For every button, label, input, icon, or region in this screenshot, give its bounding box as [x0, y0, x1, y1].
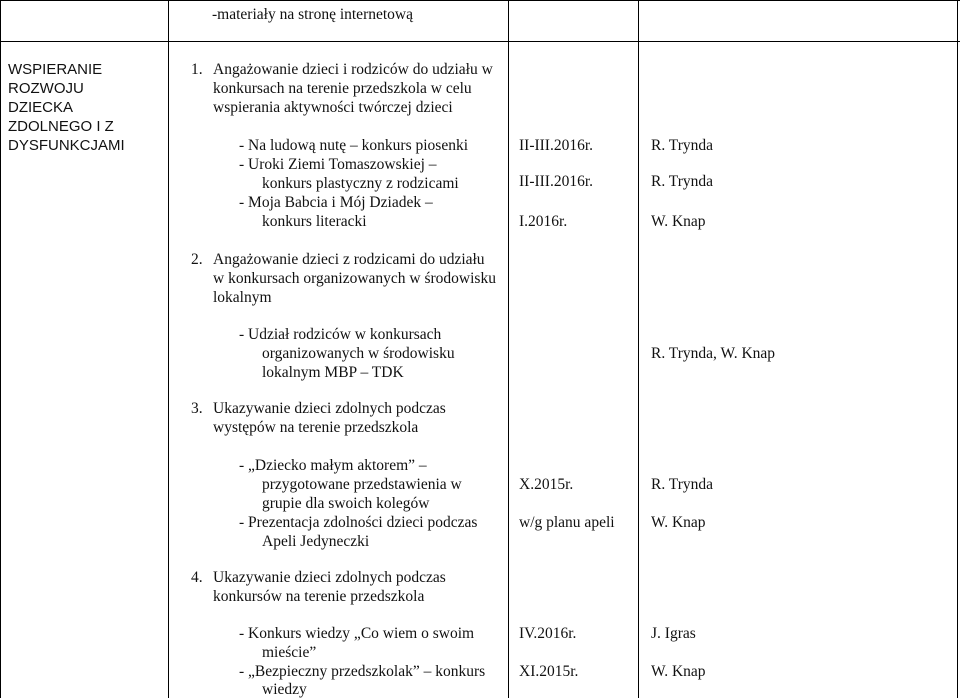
item-person: W. Knap — [651, 663, 706, 680]
item-line: - Moja Babcia i Mój Dziadek – — [239, 194, 433, 211]
table-column-divider — [638, 0, 639, 698]
section-number: 3. — [191, 400, 203, 417]
item-person: W. Knap — [651, 213, 706, 230]
item-line: organizowanych w środowisku — [262, 345, 455, 362]
item-line: - Udział rodziców w konkursach — [239, 326, 442, 343]
table-rule-top — [0, 0, 960, 1]
table-column-divider — [508, 0, 509, 698]
item-line: przygotowane przedstawienia w — [262, 476, 462, 493]
section-heading-line: Ukazywanie dzieci zdolnych podczas — [213, 400, 446, 417]
area-line: DZIECKA — [8, 99, 74, 116]
table-rule-row-separator — [0, 41, 960, 42]
section-heading-line: Angażowanie dzieci i rodziców do udziału w — [213, 61, 493, 78]
item-line: grupie dla swoich kolegów — [262, 495, 430, 512]
section-number: 2. — [191, 251, 203, 268]
item-person: W. Knap — [651, 514, 706, 531]
item-person: J. Igras — [651, 625, 696, 642]
section-number: 1. — [191, 61, 203, 78]
table-column-divider — [168, 0, 169, 698]
section-heading-line: w konkursach organizowanych w środowisku — [213, 270, 496, 287]
item-line: wiedzy — [262, 681, 307, 698]
table-border-right — [957, 0, 958, 698]
area-line: ROZWOJU — [8, 80, 84, 97]
item-person: R. Trynda — [651, 476, 714, 493]
section-heading-line: Ukazywanie dzieci zdolnych podczas — [213, 569, 446, 586]
item-line: - Uroki Ziemi Tomaszowskiej – — [239, 156, 437, 173]
item-date: II-III.2016r. — [519, 173, 594, 190]
area-line: DYSFUNKCJAMI — [8, 137, 125, 154]
item-line: - „Dziecko małym aktorem” – — [239, 457, 427, 474]
item-date: XI.2015r. — [519, 663, 579, 680]
section-number: 4. — [191, 569, 203, 586]
item-line: - Konkurs wiedzy „Co wiem o swoim — [239, 625, 475, 642]
section-heading-line: wspierania aktywności twórczej dzieci — [213, 99, 453, 116]
item-date: II-III.2016r. — [519, 137, 594, 154]
item-person: R. Trynda, W. Knap — [651, 345, 776, 362]
item-line: konkurs literacki — [262, 213, 367, 230]
item-line: konkurs plastyczny z rodzicami — [262, 175, 459, 192]
item-person: R. Trynda — [651, 173, 714, 190]
area-line: ZDOLNEGO I Z — [8, 118, 114, 135]
materials-text: -materiały na stronę internetową — [212, 6, 413, 23]
item-date: X.2015r. — [519, 476, 574, 493]
item-person: R. Trynda — [651, 137, 714, 154]
item-line: - „Bezpieczny przedszkolak” – konkurs — [239, 663, 486, 680]
item-line: mieście” — [262, 644, 317, 661]
section-heading-line: lokalnym — [213, 289, 272, 306]
item-date: w/g planu apeli — [519, 514, 615, 531]
item-line: - Prezentacja zdolności dzieci podczas — [239, 514, 478, 531]
item-date: I.2016r. — [519, 213, 568, 230]
section-heading-line: występów na terenie przedszkola — [213, 419, 419, 436]
item-line: - Na ludową nutę – konkurs piosenki — [239, 137, 469, 154]
section-heading-line: Angażowanie dzieci z rodzicami do udziału — [213, 251, 485, 268]
section-heading-line: konkursach na terenie przedszkola w celu — [213, 80, 472, 97]
section-heading-line: konkursów na terenie przedszkola — [213, 588, 425, 605]
item-line: lokalnym MBP – TDK — [262, 364, 404, 381]
table-border-left — [0, 0, 1, 698]
item-line: Apeli Jedyneczki — [262, 533, 370, 550]
item-date: IV.2016r. — [519, 625, 577, 642]
area-line: WSPIERANIE — [8, 61, 103, 78]
